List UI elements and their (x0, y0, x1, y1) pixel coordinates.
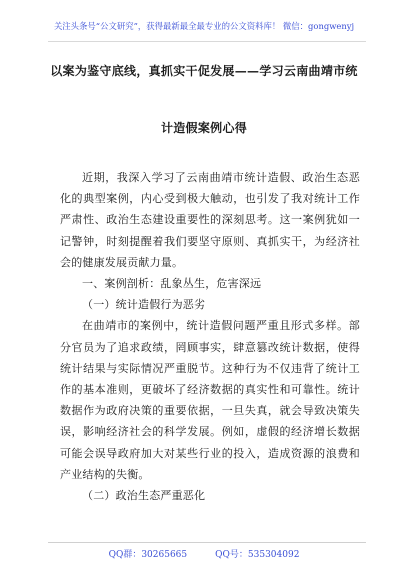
header-divider (48, 41, 366, 42)
footer-qq-group: QQ群：30265665 (108, 550, 188, 560)
document-title-line-2: 计造假案例心得 (160, 121, 248, 135)
subsection-heading-2: （二）政治生态严重恶化 (82, 489, 206, 503)
subsection-heading-1: （一）统计造假行为恶劣 (82, 298, 206, 312)
body-paragraph: 在曲靖市的案例中，统计造假问题严重且形式多样。部分官员为了追求政绩，罔顾事实，肆意篡改统计数据，使得统计结果与实际情况严重脱节。这种行为不仅违背了统计工作的基本准则，更破坏了经济数据的真实性和可靠性。统计数据作为政府决策的重要依据，一旦失真，就会导致决策失误，影响经济社会的科学发展。例如，虚假的经济增长数据可能会误导政府加大对某些行业的投入，造成资源的浪费和产业结构的失衡。 (60, 319, 360, 481)
footer-qq-number: QQ号：535304092 (215, 550, 300, 560)
document-body (60, 167, 360, 506)
section-heading-1: 一、案例剖析：乱象丛生，危害深远 (82, 277, 262, 291)
page-header-promo: 关注头条号“公文研究”，获得最新最全最专业的公文资料库！ 微信：gongwenyj (53, 21, 355, 31)
page-footer (0, 547, 408, 560)
document-title-line-1: 以案为鉴守底线，真抓实干促发展——学习云南曲靖市统 (50, 64, 358, 78)
footer-divider (48, 542, 366, 543)
intro-paragraph: 近期，我深入学习了云南曲靖市统计造假、政治生态恶化的典型案例，内心受到极大触动，也引发了我对统计工作严肃性、政治生态建设重要性的深刻思考。这一案例犹如一记警钟，时刻提醒着我们要坚守原则、真抓实干，为经济社会的健康发展贡献力量。 (60, 171, 360, 269)
